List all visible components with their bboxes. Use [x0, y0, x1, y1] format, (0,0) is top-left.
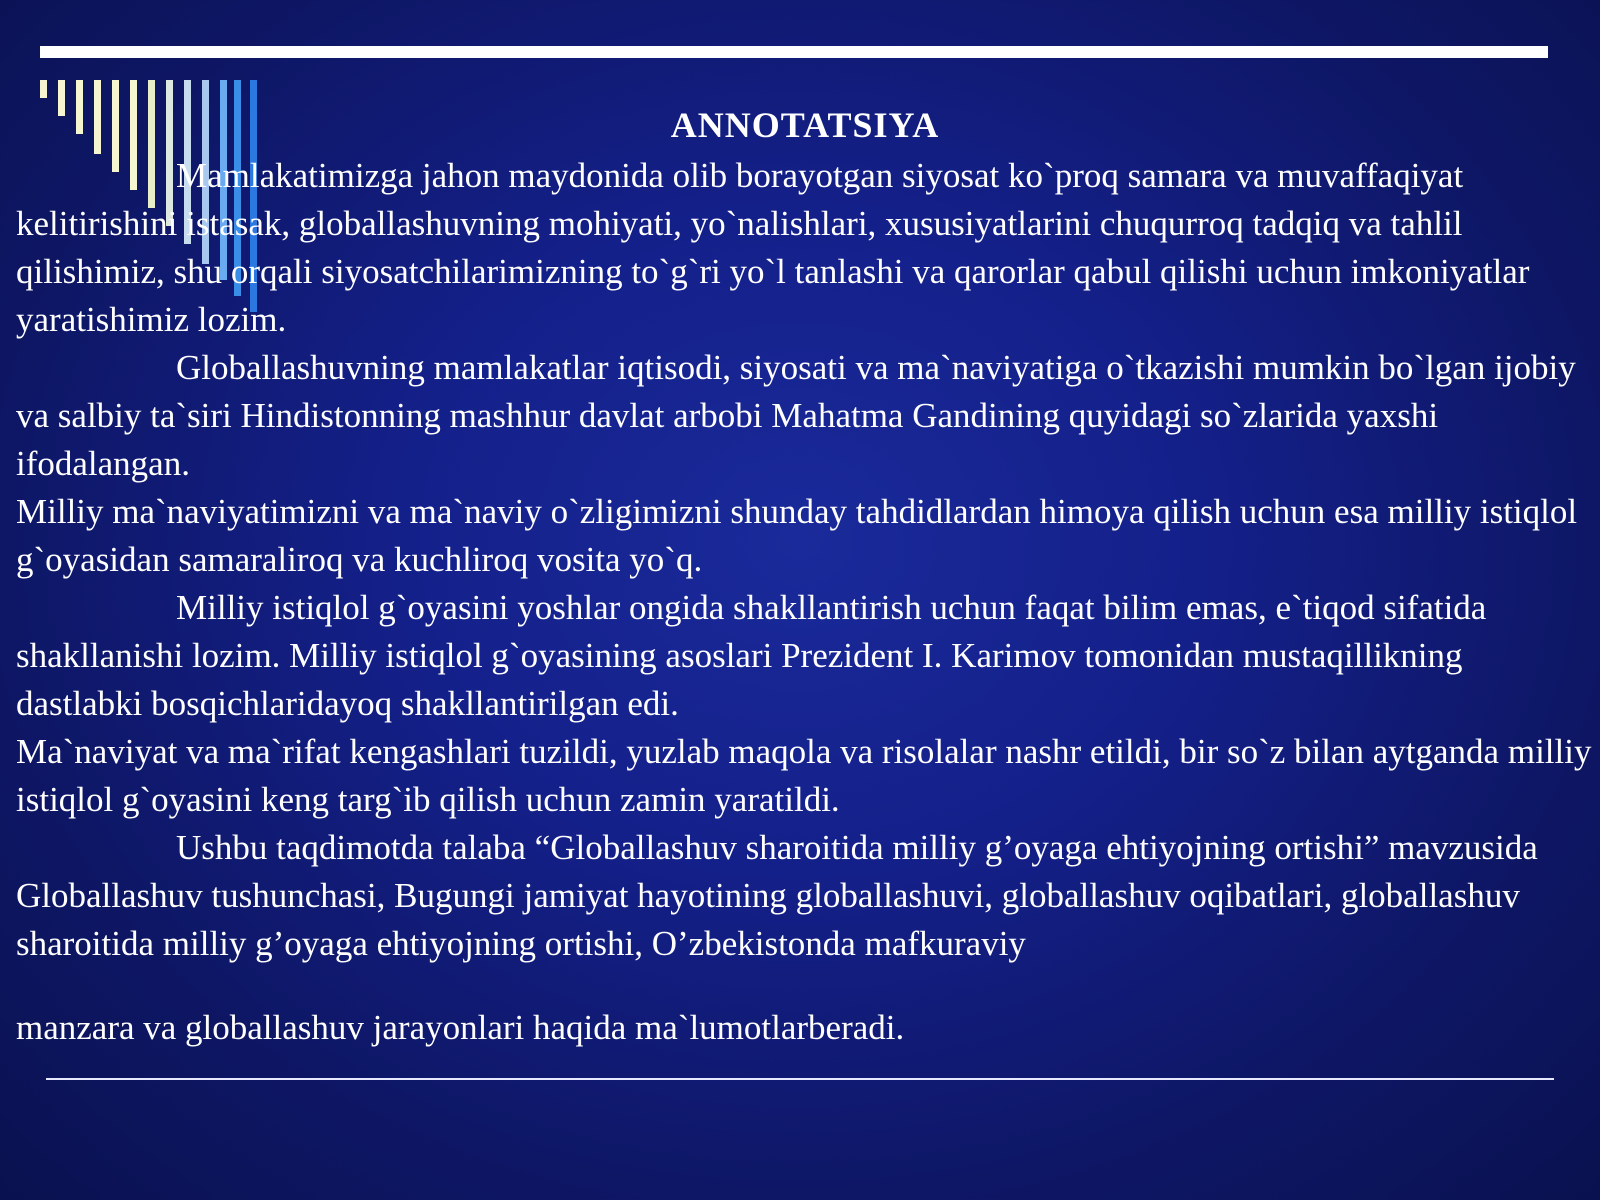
top-rule: [40, 46, 1548, 58]
bottom-rule: [46, 1078, 1554, 1080]
paragraph: Ushbu taqdimotda talaba “Globallashuv sharoitida milliy g’oyaga ehtiyojning ortishi” mavzusida Globallashuv tushunchasi, Bugungi jamiyat hayotining globallashuvi, globallashuv oqibatlari, globallashuv sharoitida milliy g’oyaga ehtiyojning ortishi, O’zbekistonda mafkuraviy: [16, 828, 1538, 963]
annotation-body: [16, 152, 1596, 1052]
paragraph: Globallashuvning mamlakatlar iqtisodi, siyosati va ma`naviyatiga o`tkazishi mumkin bo`lgan ijobiy va salbiy ta`siri Hindistonning mashhur davlat arbobi Mahatma Gandining quyidagi so`zlarida yaxshi ifodalangan.: [16, 348, 1576, 483]
stripe: [40, 80, 47, 98]
paragraph: Milliy istiqlol g`oyasini yoshlar ongida shakllantirish uchun faqat bilim emas, e`tiqod sifatida shakllanishi lozim. Milliy istiqlol g`oyasining asoslari Prezident I. Karimov tomonidan mustaqillikning dastlabki bosqichlaridayoq shakllantirilgan edi.: [16, 588, 1487, 723]
paragraph: manzara va globallashuv jarayonlari haqida ma`lumotlarberadi.: [16, 1008, 905, 1047]
slide-title: ANNOTATSIYA: [670, 105, 940, 145]
paragraph: Mamlakatimizga jahon maydonida olib borayotgan siyosat ko`proq samara va muvaffaqiyat kelitirishini istasak, globallashuvning mohiyati, yo`nalishlari, xususiyatlarini chuqurroq tadqiq va tahlil qilishimiz, shu orqali siyosatchilarimizning to`g`ri yo`l tanlashi va qarorlar qabul qilishi uchun imkoniyatlar yaratishimiz lozim.: [16, 156, 1530, 339]
paragraph: Milliy ma`naviyatimizni va ma`naviy o`zligimizni shunday tahdidlardan himoya qilish uchun esa milliy istiqlol g`oyasidan samaraliroq va kuchliroq vosita yo`q.: [16, 492, 1578, 579]
paragraph: Ma`naviyat va ma`rifat kengashlari tuzildi, yuzlab maqola va risolalar nashr etildi, bir so`z bilan aytganda milliy istiqlol g`oyasini keng targ`ib qilish uchun zamin yaratildi.: [16, 732, 1592, 819]
